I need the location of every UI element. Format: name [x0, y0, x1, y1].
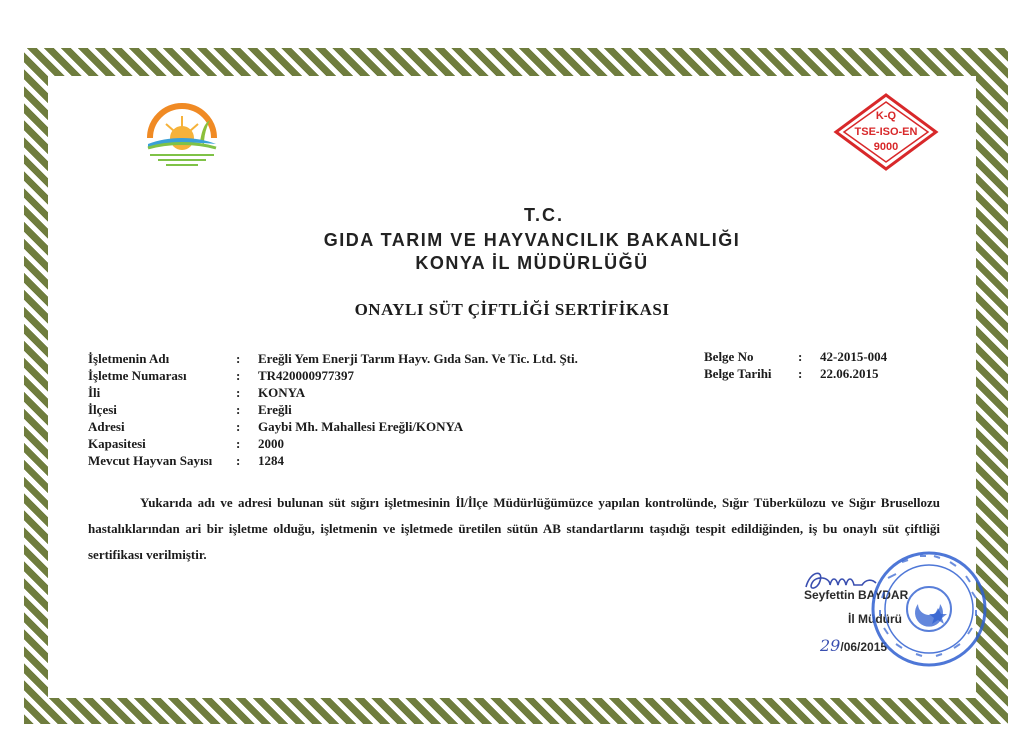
field-value: 1284	[258, 453, 284, 468]
field-value: 2000	[258, 436, 284, 451]
field-colon: :	[236, 419, 241, 434]
doc-label: Belge No	[704, 349, 754, 364]
header-directorate: KONYA İL MÜDÜRLÜĞÜ	[415, 253, 649, 273]
doc-value: 22.06.2015	[820, 366, 879, 381]
field-row-enterprise-name	[88, 350, 578, 367]
signatory-title: İl Müdürü	[848, 612, 902, 626]
field-value: TR420000977397	[258, 368, 355, 383]
doc-colon: :	[798, 349, 803, 364]
field-value: Ereğli	[258, 402, 292, 417]
tse-logo-line1: K-Q	[875, 110, 897, 122]
certificate-statement	[88, 490, 940, 568]
official-seal-stamp	[868, 548, 990, 670]
signature-date-rest: /06/2015	[840, 640, 888, 654]
tse-logo-line2: TSE-ISO-EN	[854, 126, 918, 138]
field-row-address	[88, 418, 578, 435]
field-row-province	[88, 384, 578, 401]
statement-text: Yukarıda adı ve adresi bulunan süt sığırı işletmesinin İl/İlçe Müdürlüğümüzce yapılan kontrolünde, Sığır Tüberkülozu ve Sığır Brusellozu hastalıklarından ari bir işletme olduğu, işletmenin ve işletmede üretilen sütün AB standartlarını taşıdığı tespit edildiğinden, iş bu onaylı süt çiftliği sertifikası verilmiştir.	[88, 495, 940, 562]
enterprise-fields	[88, 350, 578, 469]
ministry-logo-icon	[140, 98, 224, 172]
tse-logo-line3: 9000	[873, 141, 899, 153]
field-colon: :	[236, 351, 241, 366]
field-colon: :	[236, 453, 241, 468]
certificate-title: ONAYLI SÜT ÇİFTLİĞİ SERTİFİKASI	[354, 300, 670, 319]
field-label: Kapasitesi	[88, 436, 146, 451]
field-colon: :	[236, 368, 241, 383]
header-tc: T.C.	[523, 205, 564, 225]
field-value: Gaybi Mh. Mahallesi Ereğli/KONYA	[258, 419, 464, 434]
document-info	[704, 348, 887, 382]
header-ministry: GIDA TARIM VE HAYVANCILIK BAKANLIĞI	[323, 230, 741, 250]
doc-value: 42-2015-004	[820, 349, 888, 364]
field-label: İşletmenin Adı	[88, 351, 170, 366]
field-value: KONYA	[258, 385, 306, 400]
field-row-district	[88, 401, 578, 418]
field-label: İlçesi	[88, 402, 117, 417]
field-label: İli	[88, 385, 101, 400]
field-row-capacity	[88, 435, 578, 452]
field-colon: :	[236, 436, 241, 451]
field-label: Adresi	[88, 419, 125, 434]
field-colon: :	[236, 385, 241, 400]
signature-date-day: 29	[820, 636, 841, 655]
field-label: Mevcut Hayvan Sayısı	[88, 453, 213, 468]
doc-colon: :	[798, 366, 803, 381]
field-colon: :	[236, 402, 241, 417]
doc-label: Belge Tarihi	[704, 366, 772, 381]
field-label: İşletme Numarası	[88, 368, 187, 383]
signatory-name: Seyfettin BAYDAR	[804, 588, 909, 602]
field-value: Ereğli Yem Enerji Tarım Hayv. Gıda San. Ve Tic. Ltd. Şti.	[258, 351, 578, 366]
doc-row-date	[704, 365, 887, 382]
doc-row-number	[704, 348, 887, 365]
field-row-enterprise-number	[88, 367, 578, 384]
field-row-animal-count	[88, 452, 578, 469]
tse-iso-en-9000-logo	[832, 92, 940, 172]
